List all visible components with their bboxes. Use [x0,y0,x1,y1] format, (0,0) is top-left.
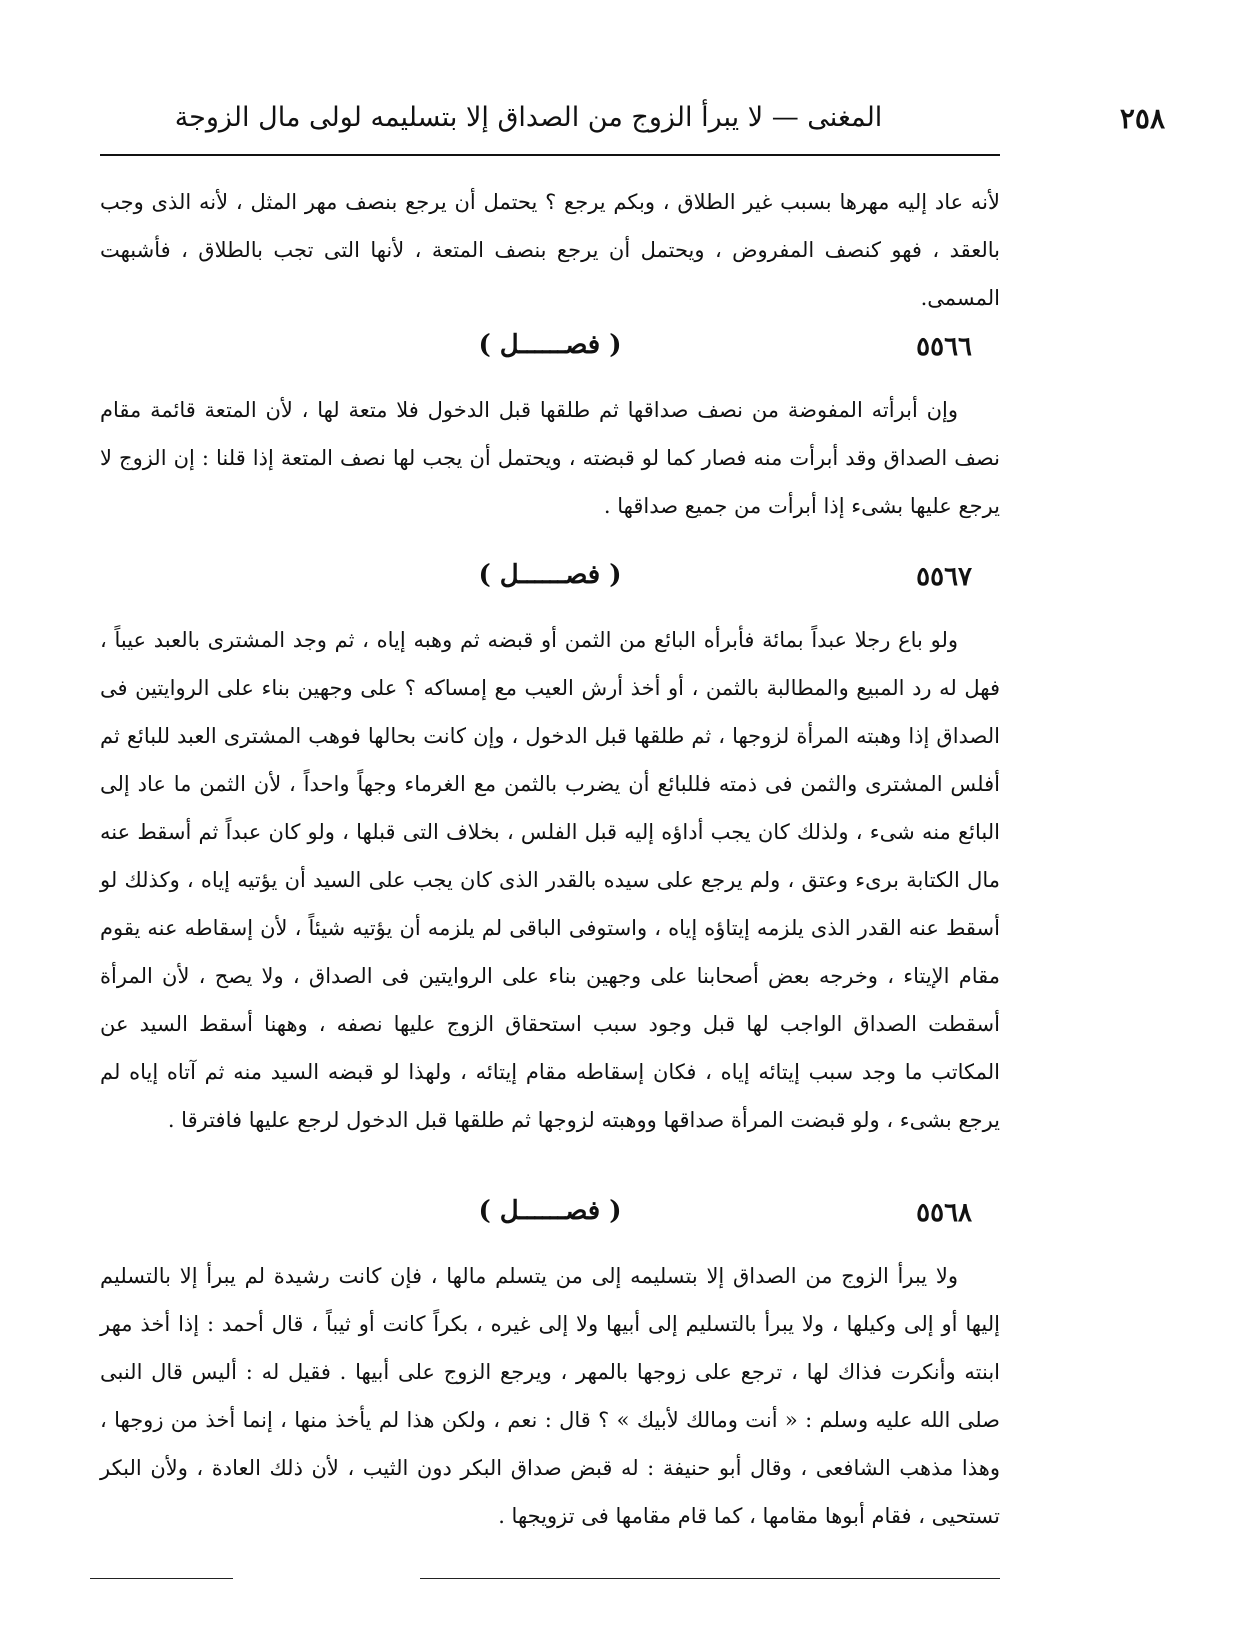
header-rule [100,154,1000,156]
section-paragraph-5568: ولا يبرأ الزوج من الصداق إلا بتسليمه إلى من يتسلم مالها ، فإن كانت رشيدة لم يبرأ إلا بالتسليم إليها أو إلى وكيلها ، ولا يبرأ بالتسليم إلى أبيها ولا إلى غيره ، بكراً كانت أو ثيباً ، قال أحمد : إذا أخذ مهر ابنته وأنكرت فذاك لها ، ترجع على زوجها بالمهر ، ويرجع الزوج على أبيها . فقيل له : أليس قال النبى صلى الله عليه وسلم : « أنت ومالك لأبيك » ؟ قال : نعم ، ولكن هذا لم يأخذ منها ، إنما أخذ من زوجها ، وهذا مذهب الشافعى ، وقال أبو حنيفة : له قبض صداق البكر دون الثيب ، لأن ذلك العادة ، ولأن البكر تستحيى ، فقام أبوها مقامها ، كما قام مقامها فى تزويجها . [100,1264,1000,1528]
intro-paragraph: لأنه عاد إليه مهرها بسبب غير الطلاق ، وبكم يرجع ؟ يحتمل أن يرجع بنصف مهر المثل ، لأنه الذى وجب بالعقد ، فهو كنصف المفروض ، ويحتمل أن يرجع بنصف المتعة ، لأنها التى تجب بالطلاق ، فأشبهت المسمى. [100,190,1000,310]
section-label: ( فصــــــل ) [478,330,622,360]
section-label: ( فصــــــل ) [478,1196,622,1226]
spacer [100,530,1000,552]
section-number: ٥٥٦٨ [916,1198,972,1228]
running-title: المغنى — لا يبرأ الزوج من الصداق إلا بتسليمه لولى مال الزوجة [174,102,883,133]
footnote-rule-left [90,1578,233,1579]
section-heading-5567 [100,556,1000,612]
section-label: ( فصــــــل ) [478,560,622,590]
section-paragraph-5567: ولو باع رجلا عبداً بمائة فأبرأه البائع من الثمن أو قبضه ثم وهبه إياه ، ثم وجد المشترى بالعبد عيباً ، فهل له رد المبيع والمطالبة بالثمن ، أو أخذ أرش العيب مع إمساكه ؟ على وجهين بناء على الروايتين فى الصداق إذا وهبته المرأة لزوجها ، ثم طلقها قبل الدخول ، وإن كانت بحالها فوهب المشترى العبد للبائع ثم أفلس المشترى والثمن فى ذمته فللبائع أن يضرب بالثمن مع الغرماء وجهاً واحداً ، لأن الثمن ما عاد إلى البائع منه شىء ، ولذلك كان يجب أداؤه إليه قبل الفلس ، بخلاف التى قبلها ، ولو كان عبداً ثم أسقط عنه مال الكتابة برىء وعتق ، ولم يرجع على سيده بالقدر الذى كان يجب على السيد أن يؤتيه إياه ، وكذلك لو أسقط عنه القدر الذى يلزمه إيتاؤه إياه ، واستوفى الباقى لم يلزمه أن يؤتيه شيئاً ، لأن إسقاطه عنه يقوم مقام الإيتاء ، وخرجه بعض أصحابنا على وجهين بناء على الروايتين فى الصداق ، ولا يصح ، لأن المرأة أسقطت الصداق الواجب لها قبل وجود سبب استحقاق الزوج عليها نصفه ، وههنا أسقط السيد عن المكاتب ما وجد سبب إيتائه إياه ، فكان إسقاطه مقام إيتائه ، ولهذا لو قبضه السيد منه ثم آتاه إياه لم يرجع بشىء ، ولو قبضت المرأة صداقها ووهبته لزوجها ثم طلقها قبل الدخول لرجع عليها فافترقا . [100,628,1000,1132]
section-number: ٥٥٦٧ [916,562,972,592]
section-heading-5566 [100,326,1000,382]
section-paragraph-5566: وإن أبرأته المفوضة من نصف صداقها ثم طلقها قبل الدخول فلا متعة لها ، لأن المتعة قائمة مقام نصف الصداق وقد أبرأت منه فصار كما لو قبضته ، ويحتمل أن يجب لها نصف المتعة إذا قلنا : إن الزوج لا يرجع عليها بشىء إذا أبرأت من جميع صداقها . [100,398,1000,518]
footnote-rule-right [420,1578,1000,1579]
page-header [100,96,1165,146]
section-number: ٥٥٦٦ [916,332,972,362]
page-number: ٢٥٨ [1119,102,1165,135]
spacer [100,1144,1000,1188]
page-body [100,178,1000,1540]
section-heading-5568 [100,1192,1000,1248]
